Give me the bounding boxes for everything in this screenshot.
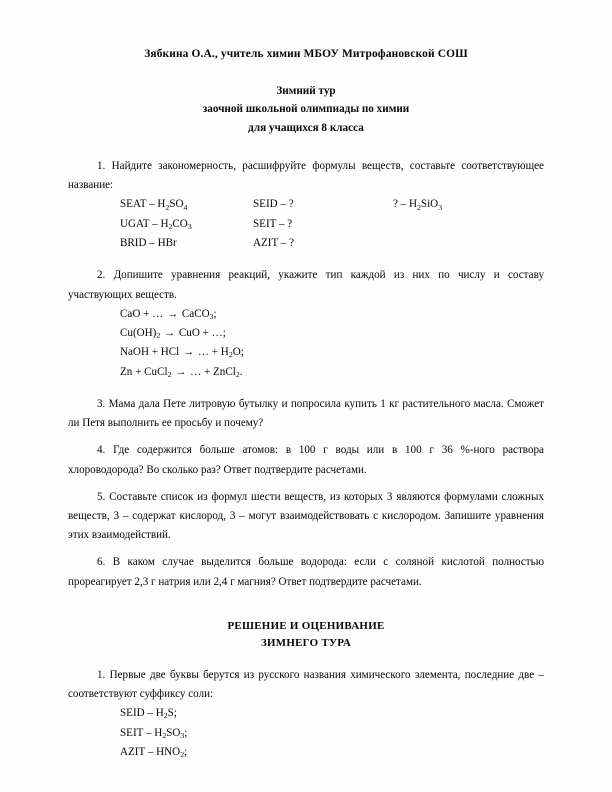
equation-row: $Cu(OH)_2$ → CuO + …; (120, 327, 226, 341)
formula-row (120, 215, 544, 234)
spacer (68, 433, 544, 441)
task-2-equations (68, 305, 544, 382)
formula-cell: SEID – ? (253, 198, 294, 211)
spacer (68, 253, 544, 266)
task-2-text: 2. Допишите уравнения реакций, укажите тип каждой из них по числу и составу участвующих веществ. (68, 269, 544, 301)
task-5-text: 5. Составьте список из формул шести веществ, из которых 3 являются формулами сложных веществ, 3 – содержат кислород, 3 – могут взаимодействовать с кислородом. Запишите уравнения этих взаимодействий. (68, 490, 544, 542)
task-6-text: 6. В каком случае выделится больше водорода: если с соляной кислотой полностью прореагирует 2,3 г натрия или 2,4 г магния? Ответ подтвердите расчетами. (68, 556, 544, 588)
document-author-line: Зябкина О.А., учитель химии МБОУ Митрофановской СОШ (144, 48, 468, 60)
task-4-text: 4. Где содержится больше атомов: в 100 г воды или в 100 г 36 %-ного раствора хлороводорода? Во сколько раз? Ответ подтвердите расчетами. (68, 444, 544, 476)
spacer (68, 592, 544, 618)
formula-row (120, 234, 544, 253)
answer-item: AZIT – $HNO_2$; (120, 745, 188, 759)
answers-heading-line-1: РЕШЕНИЕ И ОЦЕНИВАНИЕ (227, 619, 385, 632)
answer-1-items (68, 704, 544, 762)
formula-cell: UGAT – $H_2CO_3$ (120, 217, 192, 231)
answer-item: SEID – $H_2S$; (120, 707, 177, 721)
subtitle-line-2: заочной школьной олимпиады по химии (202, 103, 410, 116)
answer-item: SEIT – $H_2SO_3$; (120, 726, 188, 740)
spacer (68, 138, 544, 157)
equation-row: CaO + … → CaCO$_3$; (120, 307, 217, 321)
task-3-text: 3. Мама дала Пете литровую бутылку и попросила купить 1 кг растительного масла. Сможет ли Петя выполнить ее просьбу и почему? (68, 397, 544, 430)
answers-section-heading (68, 618, 544, 653)
document-subtitle (68, 82, 544, 138)
formula-row (120, 195, 544, 214)
answer-1-text: 1. Первые две буквы берутся из русского названия химического элемента, последние две – соответствуют суффиксу соли: (68, 668, 544, 700)
formula-cell: BRID – HBr (120, 237, 177, 250)
formula-cell: SEAT – $H_2SO_4$ (120, 198, 188, 212)
spacer (68, 653, 544, 666)
task-1-text: 1. Найдите закономерность, расшифруйте формулы веществ, составьте соответствующее название: (68, 160, 544, 192)
document-content (68, 48, 544, 762)
formula-cell: SEIT – ? (253, 217, 293, 230)
equation-row: Zn + CuCl$_2$ → … + ZnCl$_2$. (120, 365, 243, 379)
subtitle-line-1: Зимний тур (276, 84, 336, 97)
spacer (68, 382, 544, 395)
spacer (68, 480, 544, 488)
formula-cell: AZIT – ? (253, 237, 295, 250)
equation-row: NaOH + HCl → … + $H_2O$; (120, 346, 244, 360)
spacer (68, 545, 544, 553)
task-1-formula-table (68, 195, 544, 253)
answers-heading-line-2: ЗИМНЕГО ТУРА (260, 637, 352, 650)
subtitle-line-3: для учащихся 8 класса (248, 122, 364, 135)
formula-cell: ? – $H_2SiO_3$ (393, 198, 443, 212)
